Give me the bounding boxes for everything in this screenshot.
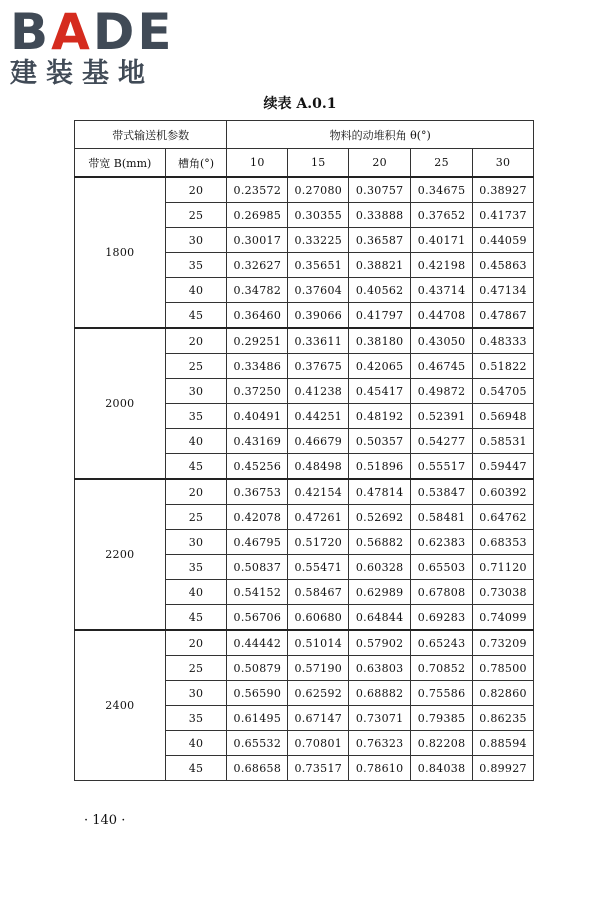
trough-angle-cell: 20 — [165, 177, 227, 203]
value-cell: 0.26985 — [227, 203, 288, 228]
header-repose-angle: 物料的动堆积角 θ(°) — [227, 121, 534, 149]
value-cell: 0.84038 — [411, 756, 473, 781]
value-cell: 0.30757 — [349, 177, 411, 203]
value-cell: 0.62383 — [411, 530, 473, 555]
value-cell: 0.54705 — [473, 379, 534, 404]
value-cell: 0.30355 — [288, 203, 349, 228]
trough-angle-cell: 40 — [165, 278, 227, 303]
trough-angle-cell: 35 — [165, 706, 227, 731]
table-title: 续表 A.0.1 — [263, 96, 337, 112]
value-cell: 0.60392 — [473, 479, 534, 505]
value-cell: 0.60328 — [349, 555, 411, 580]
value-cell: 0.55517 — [411, 454, 473, 480]
header-belt-params: 带式输送机参数 — [75, 121, 227, 149]
value-cell: 0.40491 — [227, 404, 288, 429]
trough-angle-cell: 25 — [165, 354, 227, 379]
value-cell: 0.88594 — [473, 731, 534, 756]
trough-angle-cell: 45 — [165, 756, 227, 781]
value-cell: 0.40171 — [411, 228, 473, 253]
value-cell: 0.41797 — [349, 303, 411, 329]
value-cell: 0.82860 — [473, 681, 534, 706]
trough-angle-cell: 35 — [165, 555, 227, 580]
value-cell: 0.79385 — [411, 706, 473, 731]
value-cell: 0.61495 — [227, 706, 288, 731]
value-cell: 0.32627 — [227, 253, 288, 278]
value-cell: 0.44708 — [411, 303, 473, 329]
value-cell: 0.57902 — [349, 630, 411, 656]
trough-angle-cell: 35 — [165, 404, 227, 429]
value-cell: 0.45417 — [349, 379, 411, 404]
trough-angle-cell: 20 — [165, 479, 227, 505]
value-cell: 0.41238 — [288, 379, 349, 404]
value-cell: 0.38821 — [349, 253, 411, 278]
value-cell: 0.65532 — [227, 731, 288, 756]
value-cell: 0.75586 — [411, 681, 473, 706]
value-cell: 0.46795 — [227, 530, 288, 555]
value-cell: 0.47867 — [473, 303, 534, 329]
trough-angle-cell: 40 — [165, 580, 227, 605]
value-cell: 0.44251 — [288, 404, 349, 429]
value-cell: 0.33611 — [288, 328, 349, 354]
header-row-1 — [75, 121, 534, 149]
header-angle: 15 — [288, 149, 349, 178]
value-cell: 0.65503 — [411, 555, 473, 580]
value-cell: 0.56882 — [349, 530, 411, 555]
value-cell: 0.74099 — [473, 605, 534, 631]
trough-angle-cell: 45 — [165, 303, 227, 329]
trough-angle-cell: 40 — [165, 731, 227, 756]
value-cell: 0.56948 — [473, 404, 534, 429]
trough-angle-cell: 30 — [165, 681, 227, 706]
header-row-2 — [75, 149, 534, 178]
value-cell: 0.51896 — [349, 454, 411, 480]
data-table — [74, 120, 534, 781]
value-cell: 0.52391 — [411, 404, 473, 429]
table-row — [75, 177, 534, 203]
value-cell: 0.51822 — [473, 354, 534, 379]
value-cell: 0.54277 — [411, 429, 473, 454]
value-cell: 0.64762 — [473, 505, 534, 530]
value-cell: 0.50879 — [227, 656, 288, 681]
header-trough-angle: 槽角(°) — [165, 149, 227, 178]
value-cell: 0.38927 — [473, 177, 534, 203]
value-cell: 0.62592 — [288, 681, 349, 706]
value-cell: 0.73038 — [473, 580, 534, 605]
trough-angle-cell: 40 — [165, 429, 227, 454]
value-cell: 0.71120 — [473, 555, 534, 580]
value-cell: 0.34675 — [411, 177, 473, 203]
value-cell: 0.73209 — [473, 630, 534, 656]
value-cell: 0.70852 — [411, 656, 473, 681]
value-cell: 0.51720 — [288, 530, 349, 555]
trough-angle-cell: 30 — [165, 228, 227, 253]
value-cell: 0.27080 — [288, 177, 349, 203]
value-cell: 0.33225 — [288, 228, 349, 253]
value-cell: 0.82208 — [411, 731, 473, 756]
trough-angle-cell: 30 — [165, 530, 227, 555]
value-cell: 0.47814 — [349, 479, 411, 505]
value-cell: 0.37675 — [288, 354, 349, 379]
logo-letters: DE — [92, 3, 175, 61]
value-cell: 0.70801 — [288, 731, 349, 756]
trough-angle-cell: 45 — [165, 454, 227, 480]
value-cell: 0.36587 — [349, 228, 411, 253]
trough-angle-cell: 25 — [165, 656, 227, 681]
value-cell: 0.46745 — [411, 354, 473, 379]
value-cell: 0.51014 — [288, 630, 349, 656]
value-cell: 0.48192 — [349, 404, 411, 429]
logo-wordmark — [10, 3, 175, 61]
value-cell: 0.54152 — [227, 580, 288, 605]
value-cell: 0.36460 — [227, 303, 288, 329]
value-cell: 0.53847 — [411, 479, 473, 505]
table-row — [75, 328, 534, 354]
value-cell: 0.68353 — [473, 530, 534, 555]
value-cell: 0.60680 — [288, 605, 349, 631]
header-angle: 10 — [227, 149, 288, 178]
value-cell: 0.36753 — [227, 479, 288, 505]
value-cell: 0.48498 — [288, 454, 349, 480]
value-cell: 0.33486 — [227, 354, 288, 379]
logo-letter: B — [10, 3, 52, 61]
value-cell: 0.42078 — [227, 505, 288, 530]
value-cell: 0.45256 — [227, 454, 288, 480]
value-cell: 0.89927 — [473, 756, 534, 781]
trough-angle-cell: 25 — [165, 203, 227, 228]
value-cell: 0.76323 — [349, 731, 411, 756]
value-cell: 0.48333 — [473, 328, 534, 354]
brand-logo — [10, 3, 175, 90]
value-cell: 0.47134 — [473, 278, 534, 303]
value-cell: 0.57190 — [288, 656, 349, 681]
trough-angle-cell: 20 — [165, 630, 227, 656]
value-cell: 0.44059 — [473, 228, 534, 253]
table-row — [75, 479, 534, 505]
value-cell: 0.73517 — [288, 756, 349, 781]
table-body — [75, 177, 534, 781]
belt-width-cell: 2400 — [75, 630, 166, 781]
trough-angle-cell: 35 — [165, 253, 227, 278]
value-cell: 0.78610 — [349, 756, 411, 781]
value-cell: 0.33888 — [349, 203, 411, 228]
logo-chinese-name: 建装基地 — [10, 58, 154, 89]
value-cell: 0.45863 — [473, 253, 534, 278]
value-cell: 0.52692 — [349, 505, 411, 530]
value-cell: 0.34782 — [227, 278, 288, 303]
value-cell: 0.47261 — [288, 505, 349, 530]
value-cell: 0.67808 — [411, 580, 473, 605]
value-cell: 0.29251 — [227, 328, 288, 354]
value-cell: 0.42198 — [411, 253, 473, 278]
value-cell: 0.37604 — [288, 278, 349, 303]
value-cell: 0.58481 — [411, 505, 473, 530]
value-cell: 0.73071 — [349, 706, 411, 731]
value-cell: 0.23572 — [227, 177, 288, 203]
trough-angle-cell: 20 — [165, 328, 227, 354]
value-cell: 0.58467 — [288, 580, 349, 605]
value-cell: 0.43169 — [227, 429, 288, 454]
belt-width-cell: 1800 — [75, 177, 166, 328]
table-row — [75, 630, 534, 656]
header-angle: 30 — [473, 149, 534, 178]
value-cell: 0.43714 — [411, 278, 473, 303]
value-cell: 0.56706 — [227, 605, 288, 631]
value-cell: 0.38180 — [349, 328, 411, 354]
value-cell: 0.56590 — [227, 681, 288, 706]
value-cell: 0.67147 — [288, 706, 349, 731]
value-cell: 0.64844 — [349, 605, 411, 631]
value-cell: 0.37652 — [411, 203, 473, 228]
value-cell: 0.78500 — [473, 656, 534, 681]
value-cell: 0.30017 — [227, 228, 288, 253]
trough-angle-cell: 25 — [165, 505, 227, 530]
value-cell: 0.41737 — [473, 203, 534, 228]
value-cell: 0.42065 — [349, 354, 411, 379]
belt-width-cell: 2000 — [75, 328, 166, 479]
value-cell: 0.40562 — [349, 278, 411, 303]
value-cell: 0.37250 — [227, 379, 288, 404]
value-cell: 0.55471 — [288, 555, 349, 580]
header-belt-width: 带宽 B(mm) — [75, 149, 166, 178]
value-cell: 0.63803 — [349, 656, 411, 681]
trough-angle-cell: 30 — [165, 379, 227, 404]
logo-letter-accent: A — [51, 3, 93, 61]
header-angle: 25 — [411, 149, 473, 178]
value-cell: 0.42154 — [288, 479, 349, 505]
value-cell: 0.68658 — [227, 756, 288, 781]
trough-angle-cell: 45 — [165, 605, 227, 631]
value-cell: 0.49872 — [411, 379, 473, 404]
value-cell: 0.58531 — [473, 429, 534, 454]
page-number: · 140 · — [84, 813, 126, 828]
value-cell: 0.68882 — [349, 681, 411, 706]
value-cell: 0.86235 — [473, 706, 534, 731]
value-cell: 0.59447 — [473, 454, 534, 480]
value-cell: 0.65243 — [411, 630, 473, 656]
value-cell: 0.69283 — [411, 605, 473, 631]
belt-width-cell: 2200 — [75, 479, 166, 630]
value-cell: 0.46679 — [288, 429, 349, 454]
value-cell: 0.50837 — [227, 555, 288, 580]
value-cell: 0.50357 — [349, 429, 411, 454]
value-cell: 0.35651 — [288, 253, 349, 278]
header-angle: 20 — [349, 149, 411, 178]
value-cell: 0.44442 — [227, 630, 288, 656]
value-cell: 0.39066 — [288, 303, 349, 329]
value-cell: 0.43050 — [411, 328, 473, 354]
value-cell: 0.62989 — [349, 580, 411, 605]
